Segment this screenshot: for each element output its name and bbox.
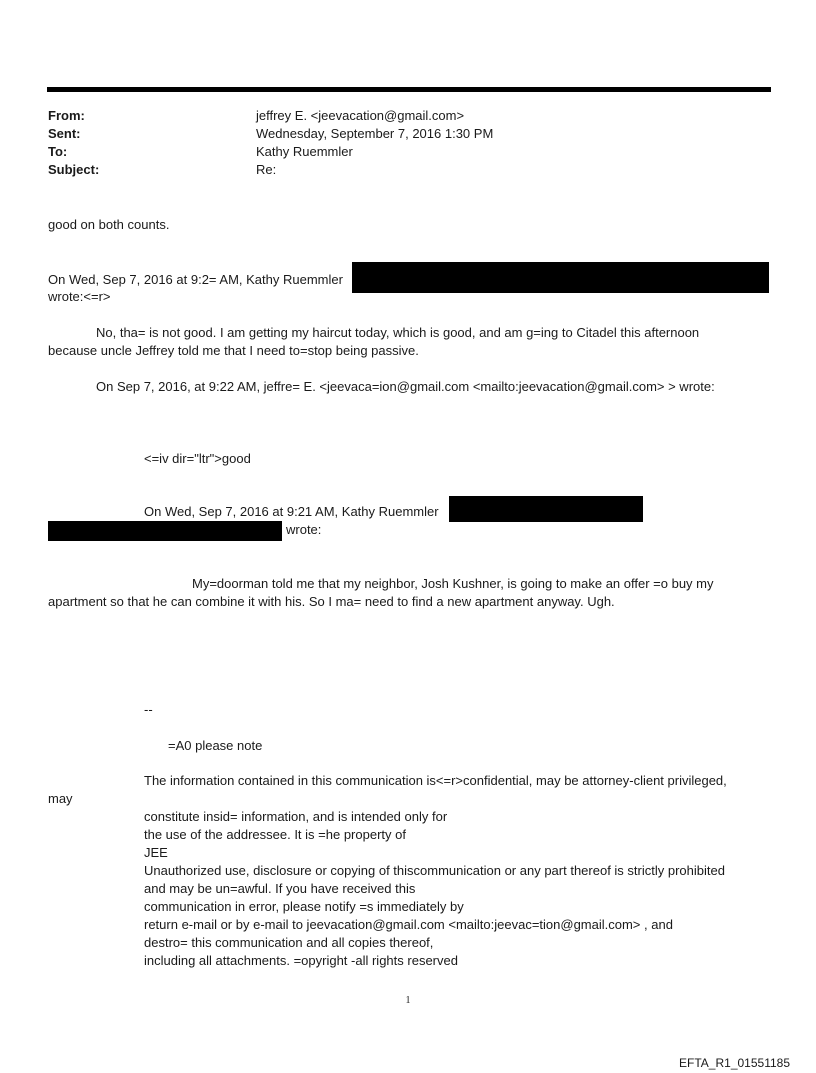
- disclaimer-line-10: including all attachments. =opyright -all rights reserved: [144, 953, 458, 968]
- quote-header-1-wrote: wrote:<=r>: [48, 289, 111, 304]
- page-number: 1: [405, 995, 411, 1006]
- to-value: Kathy Ruemmler: [256, 144, 353, 159]
- reply-text: good on both counts.: [48, 217, 170, 232]
- disclaimer-line-1b: may: [48, 791, 73, 806]
- quote-header-1: On Wed, Sep 7, 2016 at 9:2= AM, Kathy Ruemmler: [48, 272, 343, 287]
- disclaimer-line-1: The information contained in this communication is<=r>confidential, may be attorney-client privileged,: [144, 773, 727, 788]
- disclaimer-line-6: and may be un=awful. If you have received this: [144, 881, 416, 896]
- redaction-block-1: [352, 262, 769, 293]
- sent-value: Wednesday, September 7, 2016 1:30 PM: [256, 126, 494, 141]
- quote-header-3: On Wed, Sep 7, 2016 at 9:21 AM, Kathy Ruemmler: [144, 504, 439, 519]
- from-label: From:: [48, 108, 85, 123]
- subject-label: Subject:: [48, 162, 100, 177]
- signature-note: =A0 please note: [168, 738, 263, 753]
- document-id: EFTA_R1_01551185: [679, 1056, 790, 1070]
- redaction-block-2: [449, 496, 643, 522]
- disclaimer-line-4: JEE: [144, 845, 168, 860]
- redaction-block-3: [48, 521, 282, 541]
- quote-header-3-wrote: wrote:: [286, 522, 322, 537]
- disclaimer-line-5: Unauthorized use, disclosure or copying of thiscommunication or any part thereof is strictly prohibited: [144, 863, 725, 878]
- signature-dashes: --: [144, 702, 153, 717]
- subject-value: Re:: [256, 162, 277, 177]
- disclaimer-line-9: destro= this communication and all copies thereof,: [144, 935, 434, 950]
- disclaimer-line-7: communication in error, please notify =s immediately by: [144, 899, 464, 914]
- to-label: To:: [48, 144, 68, 159]
- sent-label: Sent:: [48, 126, 81, 141]
- disclaimer-line-8: return e-mail or by e-mail to jeevacation@gmail.com <mailto:jeevac=tion@gmail.com> , and: [144, 917, 673, 932]
- quoted-paragraph-1-line2: because uncle Jeffrey told me that I need to=stop being passive.: [48, 343, 419, 358]
- quoted-paragraph-1-line1: No, tha= is not good. I am getting my haircut today, which is good, and am g=ing to Citadel this afternoon: [96, 325, 700, 340]
- quoted-good: <=iv dir="ltr">good: [144, 451, 251, 466]
- disclaimer-line-2: constitute insid= information, and is intended only for: [144, 809, 448, 824]
- quote-header-2: On Sep 7, 2016, at 9:22 AM, jeffre= E. <jeevaca=ion@gmail.com <mailto:jeevacation@gmail.com> > wrote:: [96, 379, 715, 394]
- from-value: jeffrey E. <jeevacation@gmail.com>: [256, 108, 465, 123]
- quoted-paragraph-2-line1: My=doorman told me that my neighbor, Josh Kushner, is going to make an offer =o buy my: [192, 576, 714, 591]
- disclaimer-line-3: the use of the addressee. It is =he property of: [144, 827, 406, 842]
- header-rule: [47, 87, 771, 92]
- quoted-paragraph-2-line2: apartment so that he can combine it with his. So I ma= need to find a new apartment anyway. Ugh.: [48, 594, 615, 609]
